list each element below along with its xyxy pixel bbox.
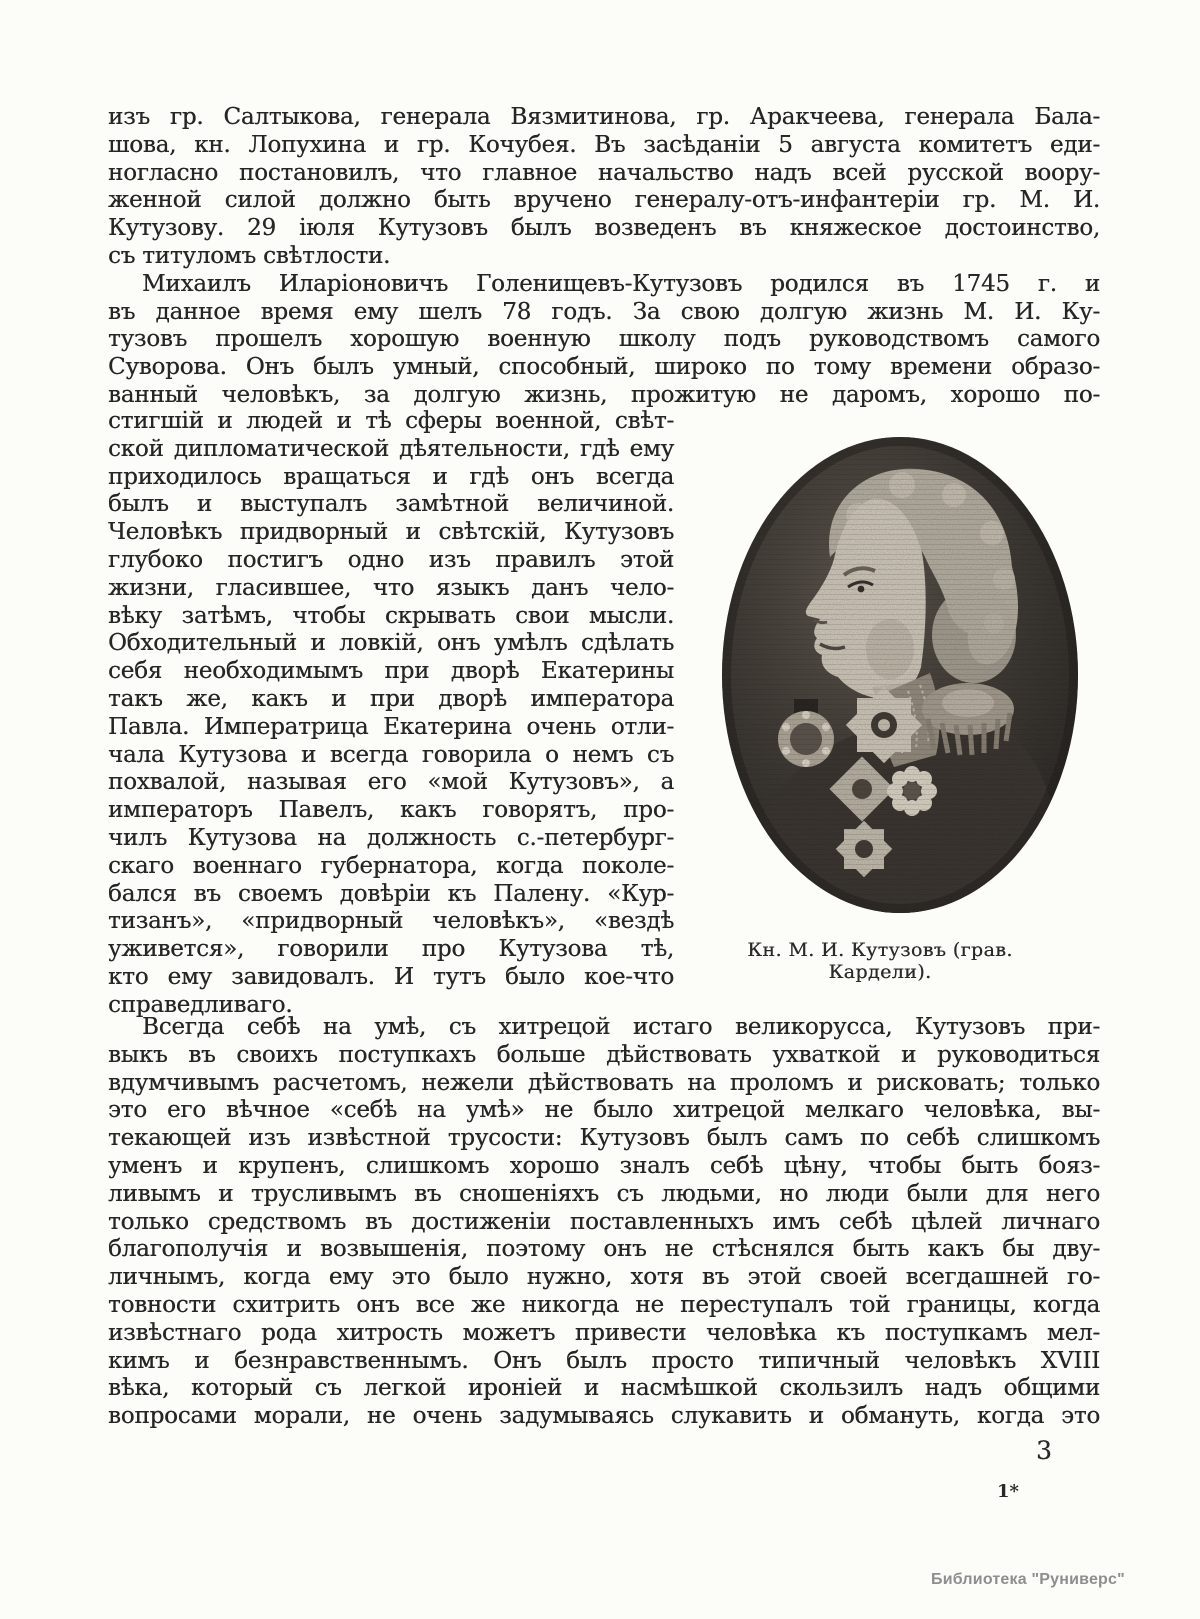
text-line: себя необходимымъ при дворѣ Екатерины <box>108 658 674 685</box>
text-line: ливымъ и трусливымъ въ сношеніяхъ съ людьми, но люди были для него <box>108 1180 1100 1207</box>
portrait-caption: Кн. М. И. Кутузовъ (грав. Кардели). <box>747 939 1013 983</box>
text-line: въ данное время ему шелъ 78 годъ. За свою долгую жизнь М. И. Ку- <box>108 298 1100 325</box>
library-watermark: Библиотека "Руниверс" <box>931 1571 1125 1588</box>
text-line: вдумчивымъ расчетомъ, нежели дѣйствовать на проломъ и рисковать; только <box>108 1069 1100 1096</box>
text-line: Михаилъ Иларіоновичъ Голенищевъ-Кутузовъ родился въ 1745 г. и <box>142 270 1100 297</box>
text-line: вопросами морали, не очень задумываясь слукавить и обмануть, когда это <box>108 1403 1100 1430</box>
text-line: текающей изъ извѣстной трусости: Кутузовъ былъ самъ по себѣ слишкомъ <box>108 1125 1100 1152</box>
text-line: вѣку затѣмъ, чтобы скрывать свои мысли. <box>108 602 674 629</box>
text-line: стигшій и людей и тѣ сферы военной, свѣт- <box>108 408 674 434</box>
text-line: ногласно постановилъ, что главное начальство надъ всей русской воору- <box>108 159 1100 186</box>
text-line: чала Кутузова и всегда говорила о немъ съ <box>108 741 674 768</box>
text-line: императоръ Павелъ, какъ говорятъ, про- <box>108 797 674 824</box>
paragraph-biography-fullwidth <box>108 271 1100 410</box>
text-line: бался въ своемъ довѣріи къ Палену. «Кур- <box>108 880 674 907</box>
text-line: приходилось вращаться и гдѣ онъ всегда <box>108 463 674 490</box>
text-line: тизанъ», «придворный человѣкъ», «вездѣ <box>108 908 674 935</box>
text-line: это его вѣчное «себѣ на умѣ» не было хитрецой мелкаго человѣка, вы- <box>108 1097 1100 1124</box>
text-line: скаго военнаго губернатора, когда поколе- <box>108 852 674 879</box>
kutuzov-portrait-engraving-image <box>722 437 1078 913</box>
text-line: ской дипломатической дѣятельности, гдѣ ему <box>108 435 674 462</box>
text-line: Человѣкъ придворный и свѣтскій, Кутузовъ <box>108 519 674 546</box>
text-line: вѣка, который съ легкой ироніей и насмѣшкой скользилъ надъ общими <box>108 1375 1100 1402</box>
text-line: Обходительный и ловкій, онъ умѣлъ сдѣлать <box>108 630 674 657</box>
text-line: уживется», говорили про Кутузова тѣ, <box>108 936 674 963</box>
text-line: Суворова. Онъ былъ умный, способный, широко по тому времени образо- <box>108 354 1100 381</box>
text-line: жизни, гласившее, что языкъ данъ чело- <box>108 574 674 601</box>
paragraph-character <box>108 1014 1100 1431</box>
text-line: благополучія и возвышенія, поэтому онъ не стѣснялся быть какъ бы дву- <box>108 1236 1100 1263</box>
text-line: тузовъ прошелъ хорошую военную школу подъ руководствомъ самого <box>108 326 1100 353</box>
text-line: шова, кн. Лопухина и гр. Кочубея. Въ засѣданіи 5 августа комитетъ еди- <box>108 131 1100 158</box>
text-line: кто ему завидовалъ. И тутъ было кое-что <box>108 963 674 990</box>
text-line: личнымъ, когда ему это было нужно, хотя въ этой своей всегдашней го- <box>108 1264 1100 1291</box>
text-line: похвалой, называя его «мой Кутузовъ», а <box>108 769 674 796</box>
page-number: 3 <box>1036 1436 1052 1465</box>
text-line: глубоко постигъ одно изъ правилъ этой <box>108 546 674 573</box>
text-line: съ титуломъ свѣтлости. <box>108 242 391 269</box>
portrait-figure <box>700 437 1080 983</box>
text-line: уменъ и крупенъ, слишкомъ хорошо зналъ себѣ цѣну, чтобы быть бояз- <box>108 1152 1100 1179</box>
text-line: Павла. Императрица Екатерина очень отли- <box>108 713 674 740</box>
text-line: Кутузову. 29 іюля Кутузовъ былъ возведенъ въ княжеское достоинство, <box>108 215 1100 242</box>
text-line: только средствомъ въ достиженіи поставленныхъ имъ себѣ цѣлей личнаго <box>108 1208 1100 1235</box>
text-line: ванный человѣкъ, за долгую жизнь, прожитую не даромъ, хорошо по- <box>108 381 1100 408</box>
text-line: изъ гр. Салтыкова, генерала Вязмитинова, гр. Аракчеева, генерала Бала- <box>108 104 1100 130</box>
text-line: выкъ въ своихъ поступкахъ больше дѣйствовать ухваткой и руководиться <box>108 1041 1100 1068</box>
text-line: былъ и выступалъ замѣтной величиной. <box>108 491 674 518</box>
text-line: извѣстнаго рода хитрость можетъ привести человѣка къ поступкамъ мел- <box>108 1319 1100 1346</box>
paragraph-committee <box>108 104 1100 271</box>
paragraph-biography-narrow-column <box>108 408 674 1020</box>
text-line: женной силой должно быть вручено генералу-отъ-инфантеріи гр. М. И. <box>108 187 1100 214</box>
text-line: Всегда себѣ на умѣ, съ хитрецой истаго великорусса, Кутузовъ при- <box>142 1014 1100 1040</box>
text-line: товности схитрить онъ все же никогда не переступалъ той границы, когда <box>108 1291 1100 1318</box>
text-line: кимъ и безнравственнымъ. Онъ былъ просто типичный человѣкъ XVIII <box>108 1347 1100 1374</box>
text-line: такъ же, какъ и при дворѣ императора <box>108 685 674 712</box>
signature-mark: 1* <box>997 1481 1019 1502</box>
text-line: справедливаго. <box>108 991 293 1018</box>
text-line: чилъ Кутузова на должность с.-петербург- <box>108 824 674 851</box>
